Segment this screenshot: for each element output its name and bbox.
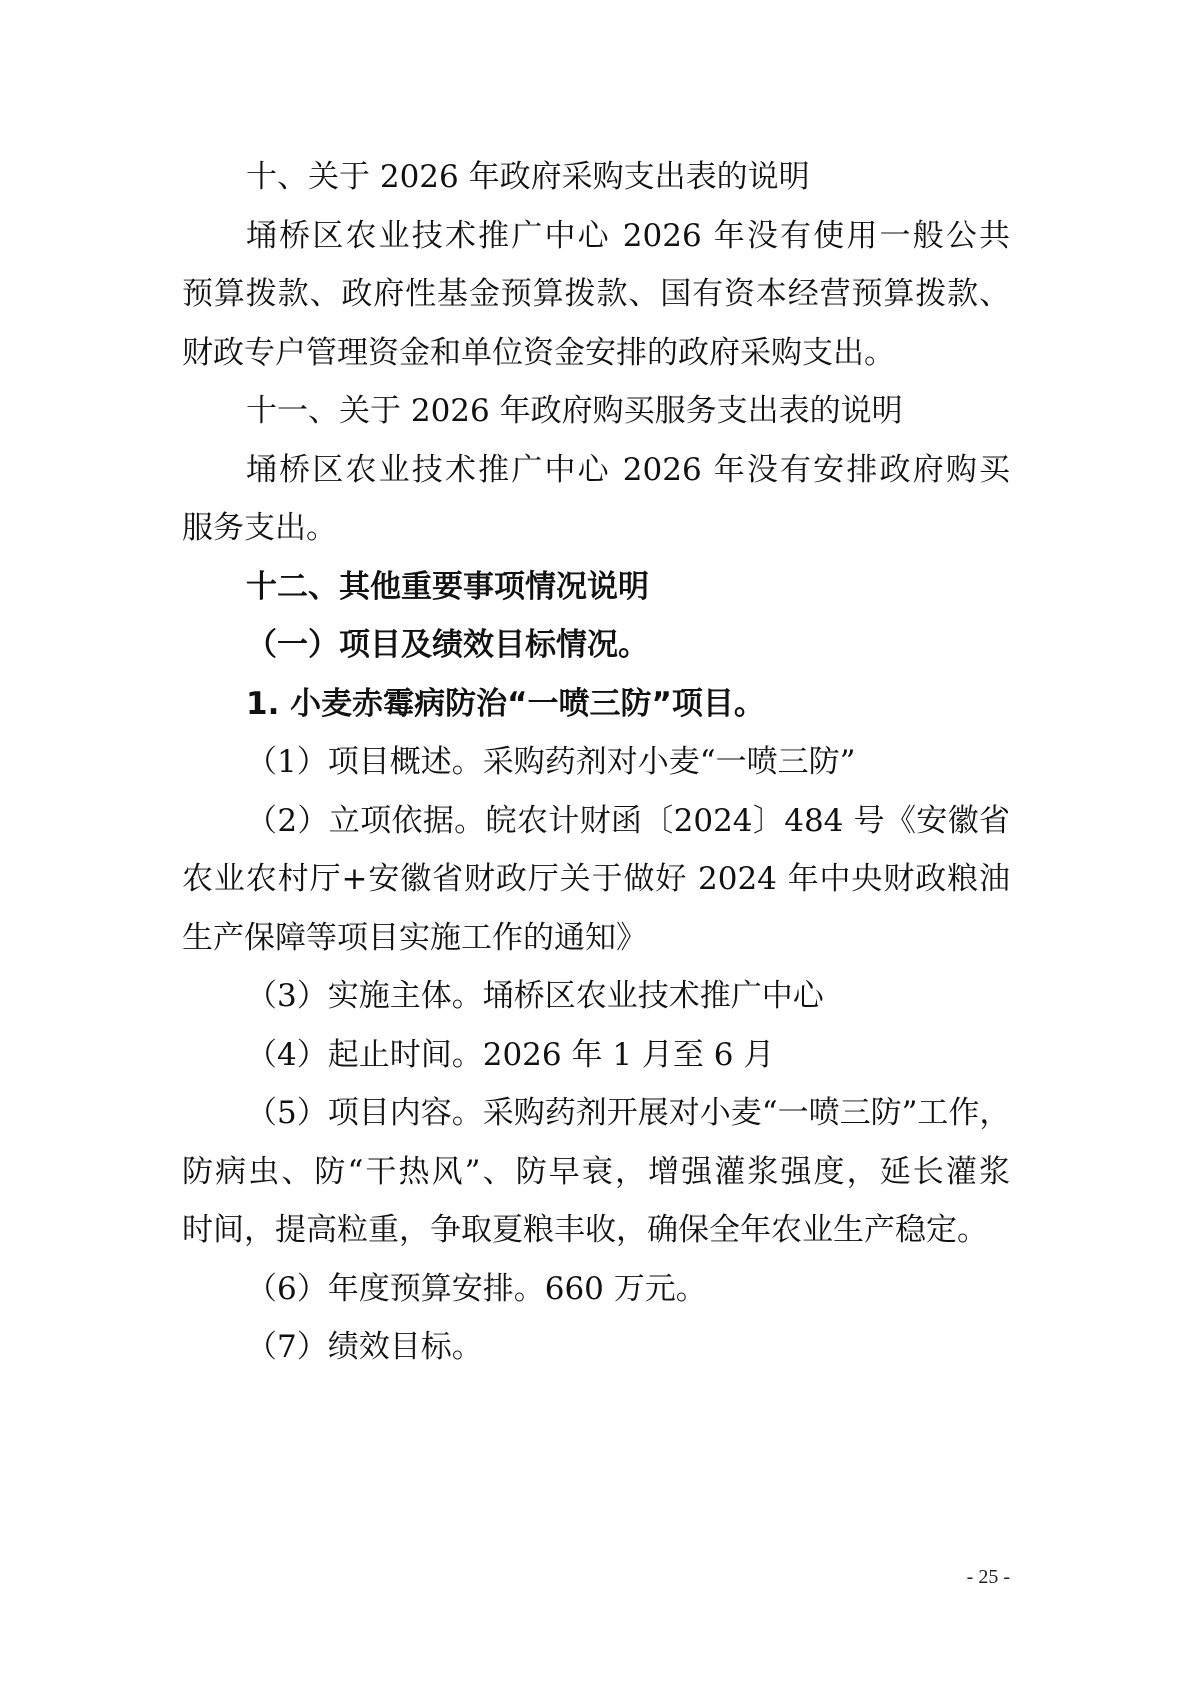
- list-item: （7）绩效目标。: [246, 1329, 483, 1365]
- list-item: （3）实施主体。埇桥区农业技术推广中心: [246, 978, 824, 1014]
- section-heading-11: 十一、关于 2026 年政府购买服务支出表的说明: [246, 393, 903, 429]
- paragraph-line: 生产保障等项目实施工作的通知》: [182, 919, 647, 956]
- paragraph-line: 农业农村厅+安徽省财政厅关于做好 2024 年中央财政粮油: [182, 861, 1010, 897]
- page-number: - 25 -: [966, 1566, 1010, 1588]
- section-heading-12: 十二、其他重要事项情况说明: [246, 568, 649, 605]
- paragraph-line: 埇桥区农业技术推广中心 2026 年没有安排政府购买: [246, 451, 1010, 488]
- document-body: [182, 148, 1010, 1377]
- list-item: （4）起止时间。2026 年 1 月至 6 月: [246, 1036, 775, 1073]
- subsection-heading: （一）项目及绩效目标情况。: [246, 627, 649, 663]
- project-heading: 1. 小麦赤霉病防治“一喷三防”项目。: [246, 685, 765, 722]
- list-item: （1）项目概述。采购药剂对小麦“一喷三防”: [246, 744, 856, 780]
- paragraph-line: 防病虫、防“干热风”、防早衰，增强灌浆强度，延长灌浆: [182, 1153, 1010, 1190]
- list-item: （5）项目内容。采购药剂开展对小麦“一喷三防”工作，: [246, 1095, 1010, 1131]
- paragraph-line: 埇桥区农业技术推广中心 2026 年没有使用一般公共: [246, 217, 1010, 254]
- list-item: （2）立项依据。皖农计财函〔2024〕484 号《安徽省: [246, 802, 1010, 839]
- list-item: （6）年度预算安排。660 万元。: [246, 1270, 707, 1307]
- paragraph-line: 财政专户管理资金和单位资金安排的政府采购支出。: [182, 334, 895, 371]
- section-heading-10: 十、关于 2026 年政府采购支出表的说明: [246, 159, 810, 195]
- paragraph-line: 服务支出。: [182, 510, 337, 546]
- paragraph-line: 时间，提高粒重，争取夏粮丰收，确保全年农业生产稳定。: [182, 1212, 988, 1248]
- paragraph-line: 预算拨款、政府性基金预算拨款、国有资本经营预算拨款、: [182, 276, 1010, 312]
